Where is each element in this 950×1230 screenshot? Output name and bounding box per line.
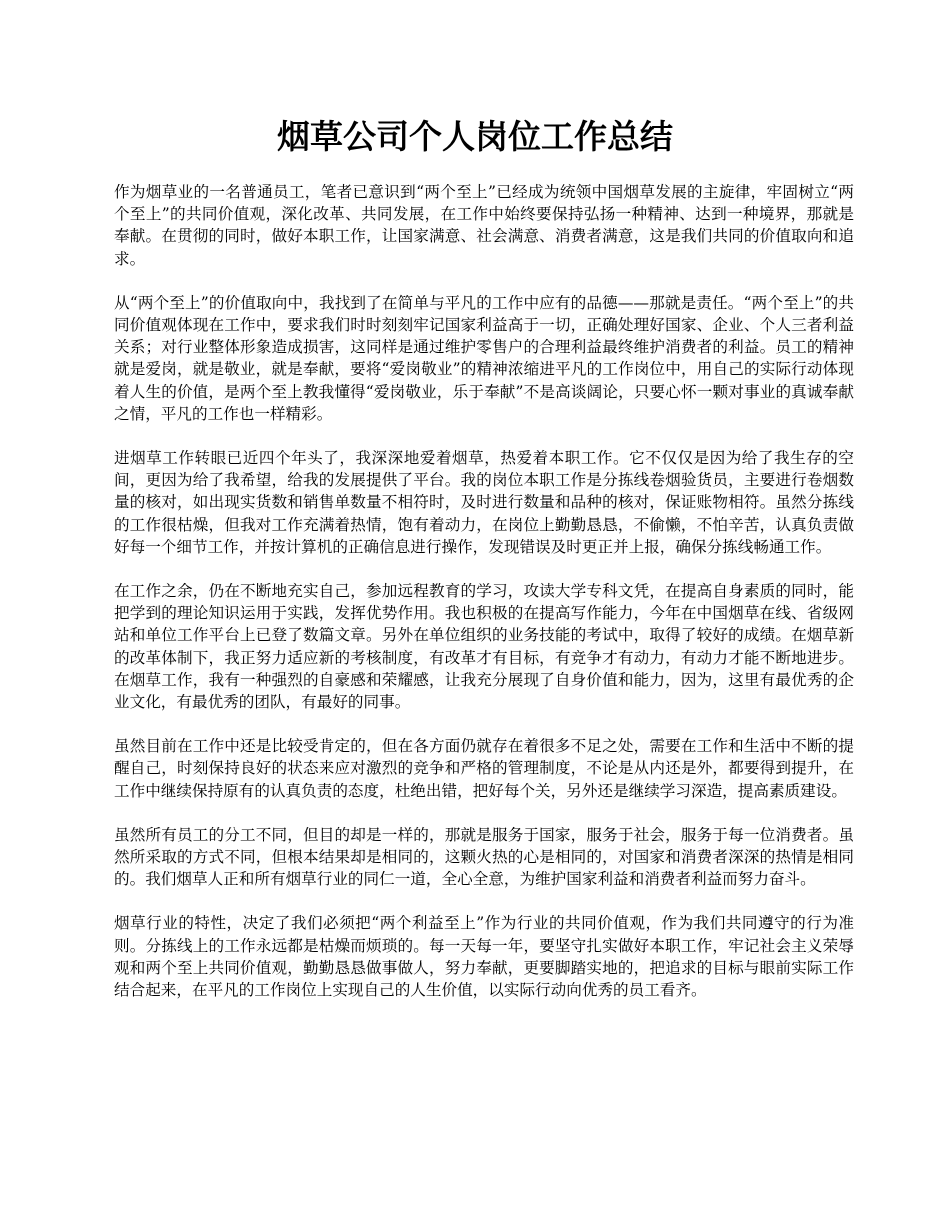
- paragraph-3: 进烟草工作转眼已近四个年头了，我深深地爱着烟草，热爱着本职工作。它不仅仅是因为给了我生存的空间，更因为给了我希望，给我的发展提供了平台。我的岗位本职工作是分拣线卷烟验货员，主要进行卷烟数量的核对，如出现实货数和销售单数量不相符时，及时进行数量和品种的核对，保证账物相符。虽然分拣线的工作很枯燥，但我对工作充满着热情，饱有着动力，在岗位上勤勤恳恳，不偷懒，不怕辛苦，认真负责做好每一个细节工作，并按计算机的正确信息进行操作，发现错误及时更正并上报，确保分拣线畅通工作。: [114, 449, 854, 556]
- paragraph-5: 虽然目前在工作中还是比较受肯定的，但在各方面仍就存在着很多不足之处，需要在工作和生活中不断的提醒自己，时刻保持良好的状态来应对激烈的竞争和严格的管理制度，不论是从内还是外，都要得到提升，在工作中继续保持原有的认真负责的态度，杜绝出错，把好每个关，另外还是继续学习深造，提高素质建设。: [114, 737, 854, 800]
- paragraph-4: 在工作之余，仍在不断地充实自己，参加远程教育的学习，攻读大学专科文凭，在提高自身素质的同时，能把学到的理论知识运用于实践，发挥优势作用。我也积极的在提高写作能力，今年在中国烟草在线、省级网站和单位工作平台上已登了数篇文章。另外在单位组织的业务技能的考试中，取得了较好的成绩。在烟草新的改革体制下，我正努力适应新的考核制度，有改革才有目标，有竞争才有动力，有动力才能不断地进步。在烟草工作，我有一种强烈的自豪感和荣耀感，让我充分展现了自身价值和能力，因为，这里有最优秀的企业文化，有最优秀的团队，有最好的同事。: [114, 582, 854, 712]
- paragraph-2: 从“两个至上”的价值取向中，我找到了在简单与平凡的工作中应有的品德——那就是责任。“两个至上”的共同价值观体现在工作中，要求我们时时刻刻牢记国家利益高于一切，正确处理好国家、企业、个人三者利益关系；对行业整体形象造成损害，这同样是通过维护零售户的合理利益最终维护消费者的利益。员工的精神就是爱岗，就是敬业，就是奉献，要将“爱岗敬业”的精神浓缩进平凡的工作岗位中，用自己的实际行动体现着人生的价值，是两个至上教我懂得“爱岗敬业，乐于奉献”不是高谈阔论，只要心怀一颗对事业的真诚奉献之情，平凡的工作也一样精彩。: [114, 293, 854, 423]
- paragraph-7: 烟草行业的特性，决定了我们必须把“两个利益至上”作为行业的共同价值观，作为我们共同遵守的行为准则。分拣线上的工作永远都是枯燥而烦琐的。每一天每一年，要坚守扎实做好本职工作，牢记社会主义荣辱观和两个至上共同价值观，勤勤恳恳做事做人，努力奉献，更要脚踏实地的，把追求的目标与眼前实际工作结合起来，在平凡的工作岗位上实现自己的人生价值，以实际行动向优秀的员工看齐。: [114, 914, 854, 1000]
- paragraph-1: 作为烟草业的一名普通员工，笔者已意识到“两个至上”已经成为统领中国烟草发展的主旋律，牢固树立“两个至上”的共同价值观，深化改革、共同发展，在工作中始终要保持弘扬一种精神、达到一种境界，那就是奉献。在贯彻的同时，做好本职工作，让国家满意、社会满意、消费者满意，这是我们共同的价值取向和追求。: [114, 183, 854, 268]
- paragraph-6: 虽然所有员工的分工不同，但目的却是一样的，那就是服务于国家，服务于社会，服务于每一位消费者。虽然所采取的方式不同，但根本结果却是相同的，这颗火热的心是相同的，对国家和消费者深深的热情是相同的。我们烟草人正和所有烟草行业的同仁一道，全心全意，为维护国家利益和消费者利益而努力奋斗。: [114, 825, 854, 889]
- document-body: [114, 181, 854, 1023]
- document-title: 烟草公司个人岗位工作总结: [277, 117, 673, 156]
